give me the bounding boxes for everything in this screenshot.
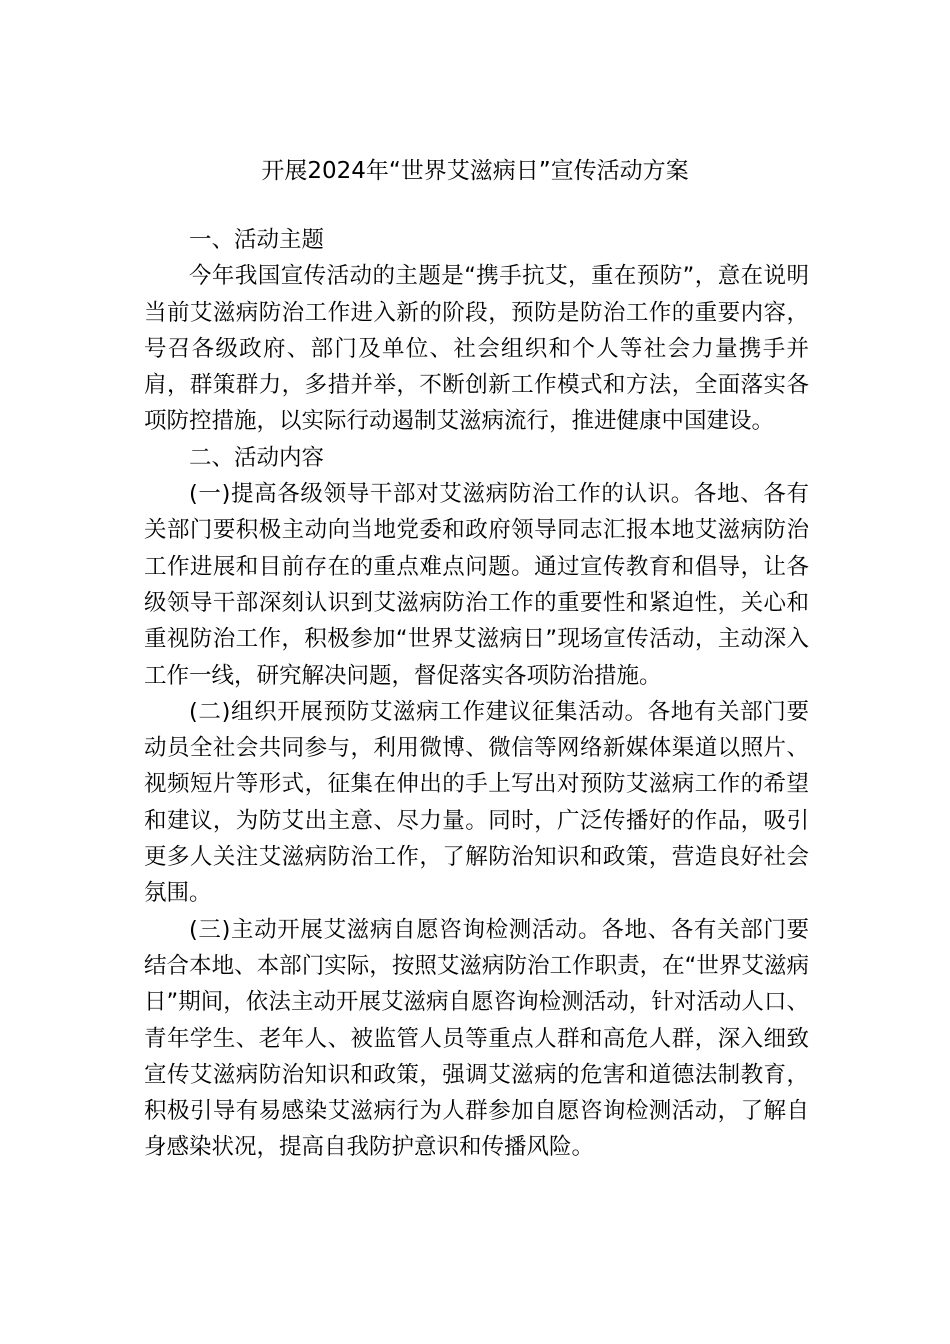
section-heading-theme: 一、活动主题 (189, 227, 325, 253)
paragraph-item-1: (一)提高各级领导干部对艾滋病防治工作的认识。各地、各有关部门要积极主动向当地党委和政府领导同志汇报本地艾滋病防治工作进展和目前存在的重点难点问题。通过宣传教育和倡导，让各级领导干部深刻认识到艾滋病防治工作的重要性和紧迫性，关心和重视防治工作，积极参加“世界艾滋病日”现场宣传活动，主动深入工作一线，研究解决问题，督促落实各项防治措施。 (144, 481, 809, 689)
document-body (144, 222, 809, 1166)
paragraph-item-3: (三)主动开展艾滋病自愿咨询检测活动。各地、各有关部门要结合本地、本部门实际，按照艾滋病防治工作职责，在“世界艾滋病日”期间，依法主动开展艾滋病自愿咨询检测活动，针对活动人口、青年学生、老年人、被监管人员等重点人群和高危人群，深入细致宣传艾滋病防治知识和政策，强调艾滋病的危害和道德法制教育，积极引导有易感染艾滋病行为人群参加自愿咨询检测活动，了解自身感染状况，提高自我防护意识和传播风险。 (144, 916, 809, 1161)
document-title: 开展2024年“世界艾滋病日”宣传活动方案 (261, 158, 689, 184)
paragraph-theme: 今年我国宣传活动的主题是“携手抗艾，重在预防”，意在说明当前艾滋病防治工作进入新的阶段，预防是防治工作的重要内容，号召各级政府、部门及单位、社会组织和个人等社会力量携手并肩，群策群力，多措并举，不断创新工作模式和方法，全面落实各项防控措施，以实际行动遏制艾滋病流行，推进健康中国建设。 (144, 263, 809, 435)
section-heading-content: 二、活动内容 (189, 444, 325, 471)
paragraph-item-2: (二)组织开展预防艾滋病工作建议征集活动。各地有关部门要动员全社会共同参与，利用微博、微信等网络新媒体渠道以照片、视频短片等形式，征集在伸出的手上写出对预防艾滋病工作的希望和建议，为防艾出主意、尽力量。同时，广泛传播好的作品，吸引更多人关注艾滋病防治工作，了解防治知识和政策，营造良好社会氛围。 (144, 698, 809, 907)
